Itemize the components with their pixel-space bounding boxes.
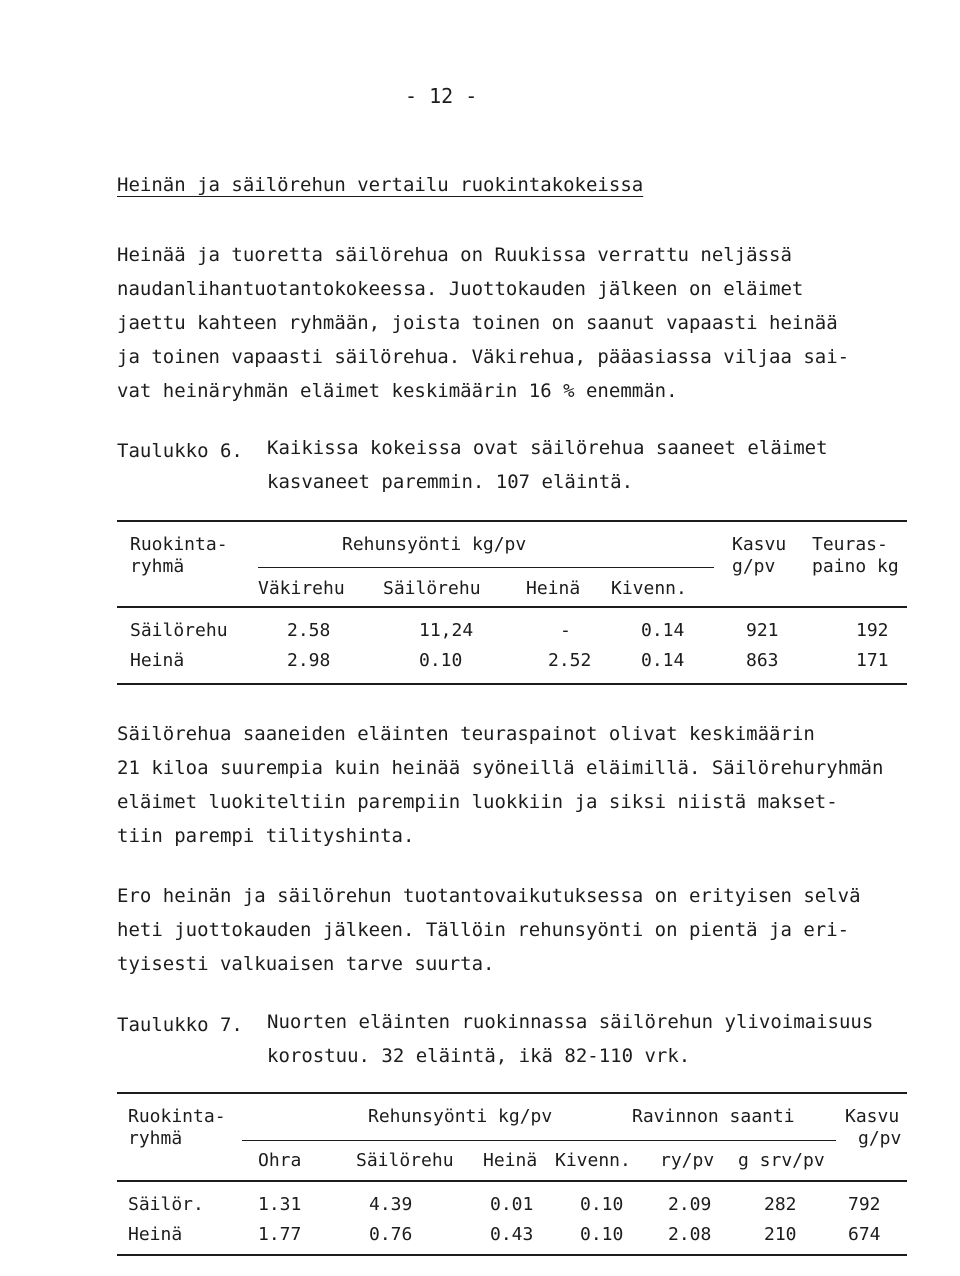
table7-feed-header: Rehunsyönti kg/pv bbox=[368, 1106, 553, 1127]
row-heina: 2.52 bbox=[548, 650, 592, 671]
table6-weight-header-1: Teuras- bbox=[812, 534, 888, 555]
table7-growth-header-1: Kasvu bbox=[845, 1106, 900, 1127]
table6-label: Taulukko 6. bbox=[117, 440, 243, 462]
row-group: Säilör. bbox=[128, 1194, 204, 1215]
table6-caption bbox=[267, 431, 828, 499]
table7-group-header-2: ryhmä bbox=[128, 1128, 183, 1149]
table6-header-rule bbox=[117, 606, 907, 608]
table7-group-header-1: Ruokinta- bbox=[128, 1106, 226, 1127]
row-ry: 2.08 bbox=[668, 1224, 712, 1245]
table7-bottom-rule bbox=[117, 1254, 907, 1256]
table6-col-sailorehu: Säilörehu bbox=[383, 578, 481, 599]
table7-col-ohra: Ohra bbox=[258, 1150, 302, 1171]
table6-feed-header: Rehunsyönti kg/pv bbox=[342, 534, 527, 555]
row-heina: 0.43 bbox=[490, 1224, 534, 1245]
table7-col-kivenn: Kivenn. bbox=[555, 1150, 631, 1171]
row-heina: - bbox=[560, 620, 571, 641]
paragraph-line: vat heinäryhmän eläimet keskimäärin 16 % enemmän. bbox=[117, 380, 678, 402]
table6-group-header-1: Ruokinta- bbox=[130, 534, 228, 555]
paragraph-line: Ero heinän ja säilörehun tuotantovaikutuksessa on erityisen selvä bbox=[117, 885, 861, 907]
row-sailorehu: 0.10 bbox=[419, 650, 463, 671]
row-vakirehu: 2.58 bbox=[287, 620, 331, 641]
table6-col-vakirehu: Väkirehu bbox=[258, 578, 345, 599]
table7-caption bbox=[267, 1005, 873, 1073]
row-kivenn: 0.10 bbox=[580, 1194, 624, 1215]
table7-label: Taulukko 7. bbox=[117, 1014, 243, 1036]
table6-growth-header-1: Kasvu bbox=[732, 534, 787, 555]
paragraph-line: jaettu kahteen ryhmään, joista toinen on saanut vapaasti heinää bbox=[117, 312, 838, 334]
table6-growth-header-2: g/pv bbox=[732, 556, 776, 577]
row-group: Heinä bbox=[128, 1224, 183, 1245]
paragraph-line: tiin parempi tilityshinta. bbox=[117, 825, 415, 847]
table7-col-sailorehu: Säilörehu bbox=[356, 1150, 454, 1171]
row-vakirehu: 2.98 bbox=[287, 650, 331, 671]
page-number: - 12 - bbox=[405, 84, 478, 108]
caption-line: Nuorten eläinten ruokinnassa säilörehun ylivoimaisuus bbox=[267, 1011, 874, 1033]
table6-feed-rule bbox=[258, 567, 714, 568]
row-kasvu: 674 bbox=[848, 1224, 881, 1245]
paragraph-line: eläimet luokiteltiin parempiin luokkiin ja siksi niistä makset- bbox=[117, 791, 838, 813]
row-kasvu: 792 bbox=[848, 1194, 881, 1215]
row-paino: 171 bbox=[856, 650, 889, 671]
row-srv: 210 bbox=[764, 1224, 797, 1245]
row-ohra: 1.31 bbox=[258, 1194, 302, 1215]
paragraph-line: ja toinen vapaasti säilörehua. Väkirehua, pääasiassa viljaa sai- bbox=[117, 346, 850, 368]
paragraph-line: Heinää ja tuoretta säilörehua on Ruukissa verrattu neljässä bbox=[117, 244, 792, 266]
table6-col-heina: Heinä bbox=[526, 578, 581, 599]
paragraph-line: Säilörehua saaneiden eläinten teuraspainot olivat keskimäärin bbox=[117, 723, 815, 745]
table6-weight-header-2: paino kg bbox=[812, 556, 899, 577]
caption-line: kasvaneet paremmin. 107 eläintä. bbox=[267, 471, 634, 493]
paragraph-line: heti juottokauden jälkeen. Tällöin rehunsyönti on pientä ja eri- bbox=[117, 919, 850, 941]
paragraph-line: naudanlihantuotantokokeessa. Juottokauden jälkeen on eläimet bbox=[117, 278, 804, 300]
row-kasvu: 921 bbox=[746, 620, 779, 641]
table7-col-heina: Heinä bbox=[483, 1150, 538, 1171]
row-kasvu: 863 bbox=[746, 650, 779, 671]
row-ry: 2.09 bbox=[668, 1194, 712, 1215]
table7-col-srv: g srv/pv bbox=[738, 1150, 825, 1171]
row-sailorehu: 11,24 bbox=[419, 620, 474, 641]
table7-nutrition-header: Ravinnon saanti bbox=[632, 1106, 795, 1127]
row-srv: 282 bbox=[764, 1194, 797, 1215]
row-ohra: 1.77 bbox=[258, 1224, 302, 1245]
row-kivenn: 0.14 bbox=[641, 650, 685, 671]
row-group: Heinä bbox=[130, 650, 185, 671]
table7-growth-header-2: g/pv bbox=[858, 1128, 902, 1149]
row-kivenn: 0.10 bbox=[580, 1224, 624, 1245]
caption-line: Kaikissa kokeissa ovat säilörehua saaneet eläimet bbox=[267, 437, 828, 459]
paragraph-production-difference bbox=[117, 879, 861, 981]
paragraph-line: 21 kiloa suurempia kuin heinää syöneillä eläimillä. Säilörehuryhmän bbox=[117, 757, 884, 779]
paragraph-slaughter-weights bbox=[117, 717, 883, 853]
table6-col-kivenn: Kivenn. bbox=[611, 578, 687, 599]
row-paino: 192 bbox=[856, 620, 889, 641]
row-sailorehu: 4.39 bbox=[369, 1194, 413, 1215]
table7-header-rule bbox=[117, 1180, 907, 1182]
paragraph-intro bbox=[117, 238, 849, 408]
table7-col-ry: ry/pv bbox=[660, 1150, 715, 1171]
table6-top-rule bbox=[117, 520, 907, 522]
table7-subheader-rule bbox=[242, 1140, 836, 1141]
row-group: Säilörehu bbox=[130, 620, 228, 641]
table6-bottom-rule bbox=[117, 683, 907, 685]
table6-group-header-2: ryhmä bbox=[130, 556, 185, 577]
table7-top-rule bbox=[117, 1092, 907, 1094]
caption-line: korostuu. 32 eläintä, ikä 82-110 vrk. bbox=[267, 1045, 691, 1067]
row-kivenn: 0.14 bbox=[641, 620, 685, 641]
paragraph-line: tyisesti valkuaisen tarve suurta. bbox=[117, 953, 495, 975]
row-heina: 0.01 bbox=[490, 1194, 534, 1215]
section-heading: Heinän ja säilörehun vertailu ruokintakokeissa bbox=[117, 174, 644, 196]
row-sailorehu: 0.76 bbox=[369, 1224, 413, 1245]
